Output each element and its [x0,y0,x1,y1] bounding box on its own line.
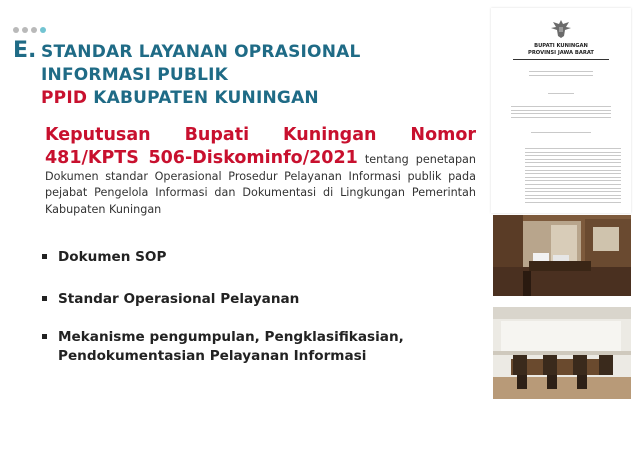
decree-body [45,150,476,218]
office-room-photo [493,215,631,296]
office-room-photo-image [493,215,631,296]
bullet-square-icon [42,296,47,301]
decree-heading: Keputusan Bupati Kuningan Nomor [45,125,476,145]
title-line-3-rest: KABUPATEN KUNINGAN [93,88,319,108]
bullet-square-icon [42,334,47,339]
list-item-line: Pendokumentasian Pelayanan Informasi [58,348,367,364]
dot [40,27,46,33]
list-item-text [58,328,404,366]
title-line-2: INFORMASI PUBLIK [41,65,229,85]
garuda-emblem-icon [549,18,573,40]
decorative-dots [13,27,46,33]
list-item [42,328,404,366]
decree-document-thumbnail [491,8,631,213]
section-letter: E. [13,38,37,63]
dot [31,27,37,33]
title-line-3 [41,88,319,108]
meeting-room-photo [493,307,631,399]
doc-text-block [511,106,611,120]
decree-number: 481/KPTS 506-Diskominfo/2021 [45,148,358,168]
doc-text-block [531,132,591,136]
list-item-text: Dokumen SOP [58,249,167,265]
bullet-square-icon [42,254,47,259]
doc-text-block [525,148,621,206]
title-highlight: PPID [41,88,88,108]
doc-divider [513,59,609,60]
list-item-line: Mekanisme pengumpulan, Pengklasifikasian, [58,329,404,345]
list-item-text: Standar Operasional Pelayanan [58,291,300,307]
list-item [42,248,166,267]
doc-text-block [529,71,593,78]
list-item [42,290,299,309]
dot [22,27,28,33]
dot [13,27,19,33]
doc-heading-1: BUPATI KUNINGAN [534,43,588,49]
doc-text-block [529,93,593,97]
meeting-room-photo-image [493,307,631,399]
decree-description: tentang penetapan Dokumen standar Operasional Prosedur Pelayanan Informasi publik pada pejabat Pengelola Informasi dan Dokumentasi di Lingkungan Pemerintah Kabupaten Kuningan [45,153,476,216]
doc-heading-2: PROVINSI JAWA BARAT [528,50,594,56]
title-line-1: STANDAR LAYANAN OPRASIONAL [41,42,361,62]
